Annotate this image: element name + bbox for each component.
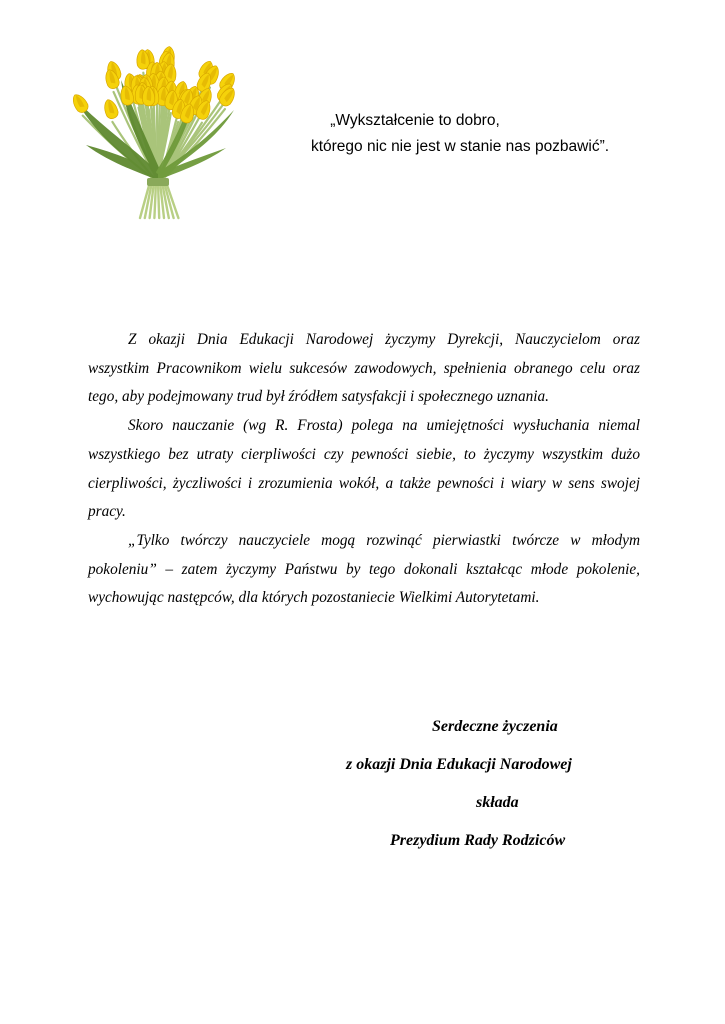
signature-line-4: Prezydium Rady Rodziców	[390, 832, 566, 849]
signature-block	[300, 708, 680, 860]
signature-line-3: składa	[476, 794, 519, 811]
letter-paragraph-2: Skoro nauczanie (wg R. Frosta) polega na umiejętności wysłuchania niemal wszystkiego bez utraty cierpliwości czy pewności siebie, to życzymy wszystkim dużo cierpliwości, życzliwości i zrozumienia wokół, a także pewności i wiary w sens swojej pracy.	[88, 417, 640, 521]
signature-line-2: z okazji Dnia Edukacji Narodowej	[346, 756, 572, 773]
motto-line-2: którego nic nie jest w stanie nas pozbawić”.	[310, 138, 610, 155]
motto-quote	[250, 108, 670, 160]
bouquet-stem	[158, 182, 159, 218]
tulip-bouquet-icon	[66, 40, 241, 225]
signature-line-1: Serdeczne życzenia	[432, 718, 558, 735]
bouquet-stem	[154, 182, 156, 218]
letter-paragraph-1: Z okazji Dnia Edukacji Narodowej życzymy Dyrekcji, Nauczycielom oraz wszystkim Pracownikom wielu sukcesów zawodowych, spełnienia obranego celu oraz tego, aby podejmowany trud był źródłem satysfakcji i społecznego uznania.	[88, 331, 640, 406]
bouquet-binding	[147, 178, 169, 186]
motto-line-1: „Wykształcenie to dobro,	[330, 112, 500, 129]
letter-body	[88, 326, 640, 613]
letter-paragraph-3: „Tylko twórczy nauczyciele mogą rozwinąć pierwiastki twórcze w młodym pokoleniu” – zatem życzymy Państwu by tego dokonali kształcąc młode pokolenie, wychowując następców, dla których pozostaniecie Wielkimi Autorytetami.	[88, 531, 640, 607]
